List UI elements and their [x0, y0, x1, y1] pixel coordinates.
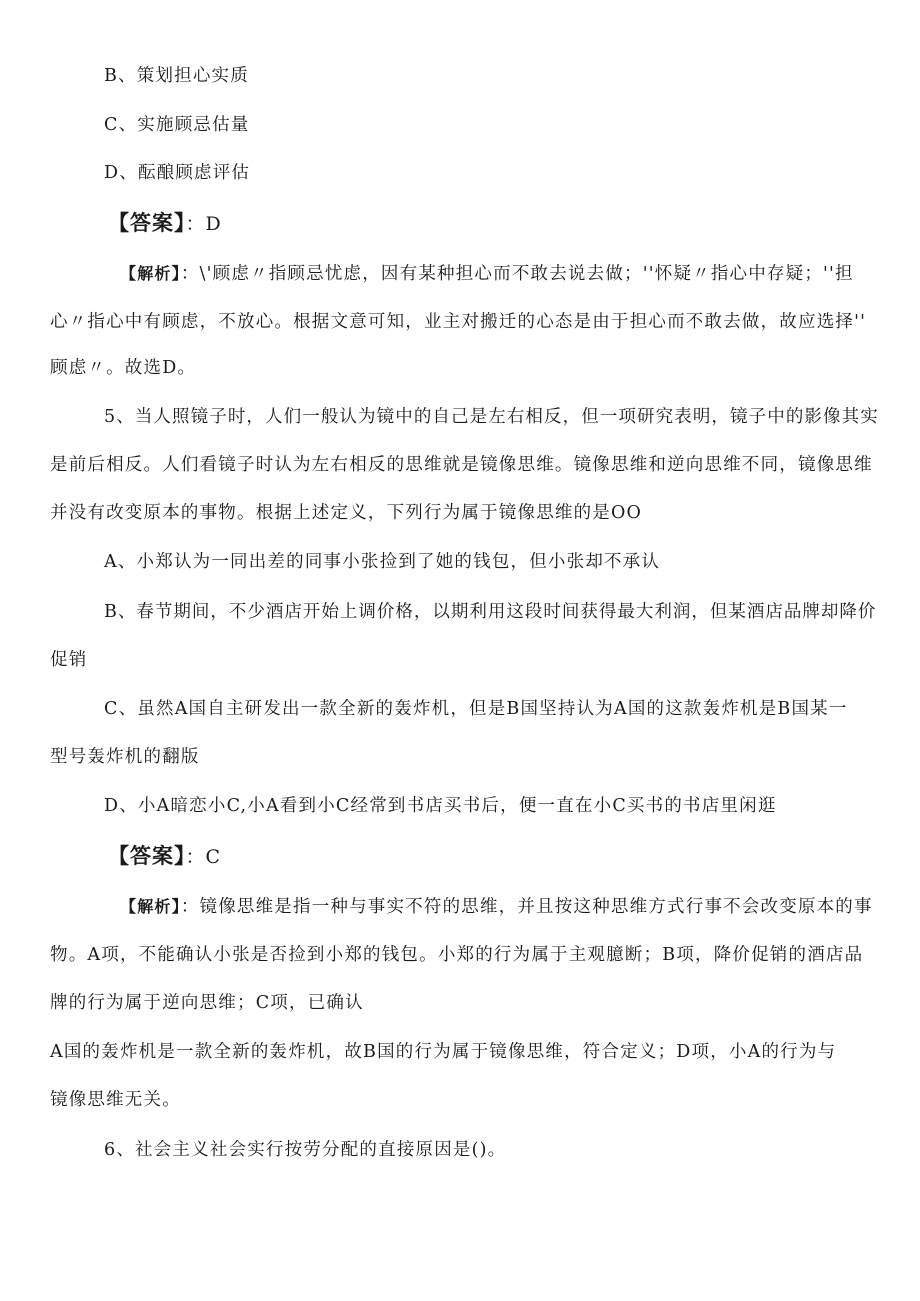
q5-explanation-line-5: 镜像思维无关。	[50, 1090, 181, 1110]
q5-option-c-line-2: 型号轰炸机的翻版	[50, 747, 200, 767]
q5-option-d: D、小A暗恋小C,小A看到小C经常到书店买书后，便一直在小C买书的书店里闲逛	[104, 796, 777, 816]
q5-explanation-line-1: 【解析】：镜像思维是指一种与事实不符的思维，并且按这种思维方式行事不会改变原本的事	[120, 897, 873, 917]
q5-stem-line-2: 是前后相反。人们看镜子时认为左右相反的思维就是镜像思维。镜像思维和逆向思维不同，镜像思维	[50, 455, 873, 475]
q5-answer	[108, 844, 221, 869]
q4-answer	[108, 211, 222, 236]
q4-explanation-line-2: 心〃指心中有顾虑，不放心。根据文意可知，业主对搬迁的心态是由于担心而不敢去做，故应选择''	[50, 312, 867, 332]
answer-value: ：D	[185, 213, 222, 235]
q5-stem-line-3: 并没有改变原本的事物。根据上述定义，下列行为属于镜像思维的是OO	[50, 503, 643, 523]
q4-option-c: C、实施顾忌估量	[104, 115, 250, 135]
q5-explanation-line-4: A国的轰炸机是一款全新的轰炸机，故B国的行为属于镜像思维，符合定义；D项，小A的行为与	[50, 1042, 837, 1062]
explanation-label: 【解析】	[120, 897, 181, 916]
q5-option-b-line-1: B、春节期间，不少酒店开始上调价格，以期利用这段时间获得最大利润，但某酒店品牌却降价	[104, 602, 877, 622]
answer-label: 【答案】	[108, 211, 186, 235]
q5-explanation-line-2: 物。A项，不能确认小张是否捡到小郑的钱包。小郑的行为属于主观臆断；B项，降价促销的酒店品	[50, 945, 864, 965]
answer-label: 【答案】	[108, 844, 186, 868]
q5-option-c-line-1: C、虽然A国自主研发出一款全新的轰炸机，但是B国坚持认为A国的这款轰炸机是B国某一	[104, 699, 848, 719]
q5-option-b-line-2: 促销	[50, 650, 88, 670]
q4-explanation-line-3: 顾虑〃。故选D。	[50, 358, 197, 378]
explanation-label: 【解析】	[120, 264, 181, 283]
q6-stem: 6、社会主义社会实行按劳分配的直接原因是()。	[104, 1140, 507, 1160]
q5-explanation-line-3: 牌的行为属于逆向思维；C项，已确认	[50, 993, 364, 1013]
q5-option-a: A、小郑认为一同出差的同事小张捡到了她的钱包，但小张却不承认	[104, 552, 661, 572]
q4-explanation-line-1: 【解析】：\'顾虑〃指顾忌忧虑，因有某种担心而不敢去说去做；''怀疑〃指心中存疑；''担	[120, 264, 854, 284]
q5-stem-line-1: 5、当人照镜子时，人们一般认为镜中的自己是左右相反，但一项研究表明，镜子中的影像其实	[104, 407, 879, 427]
q4-option-b: B、策划担心实质	[104, 66, 249, 86]
q4-option-d: D、酝酿顾虑评估	[104, 163, 251, 183]
answer-value: ：C	[185, 846, 222, 868]
